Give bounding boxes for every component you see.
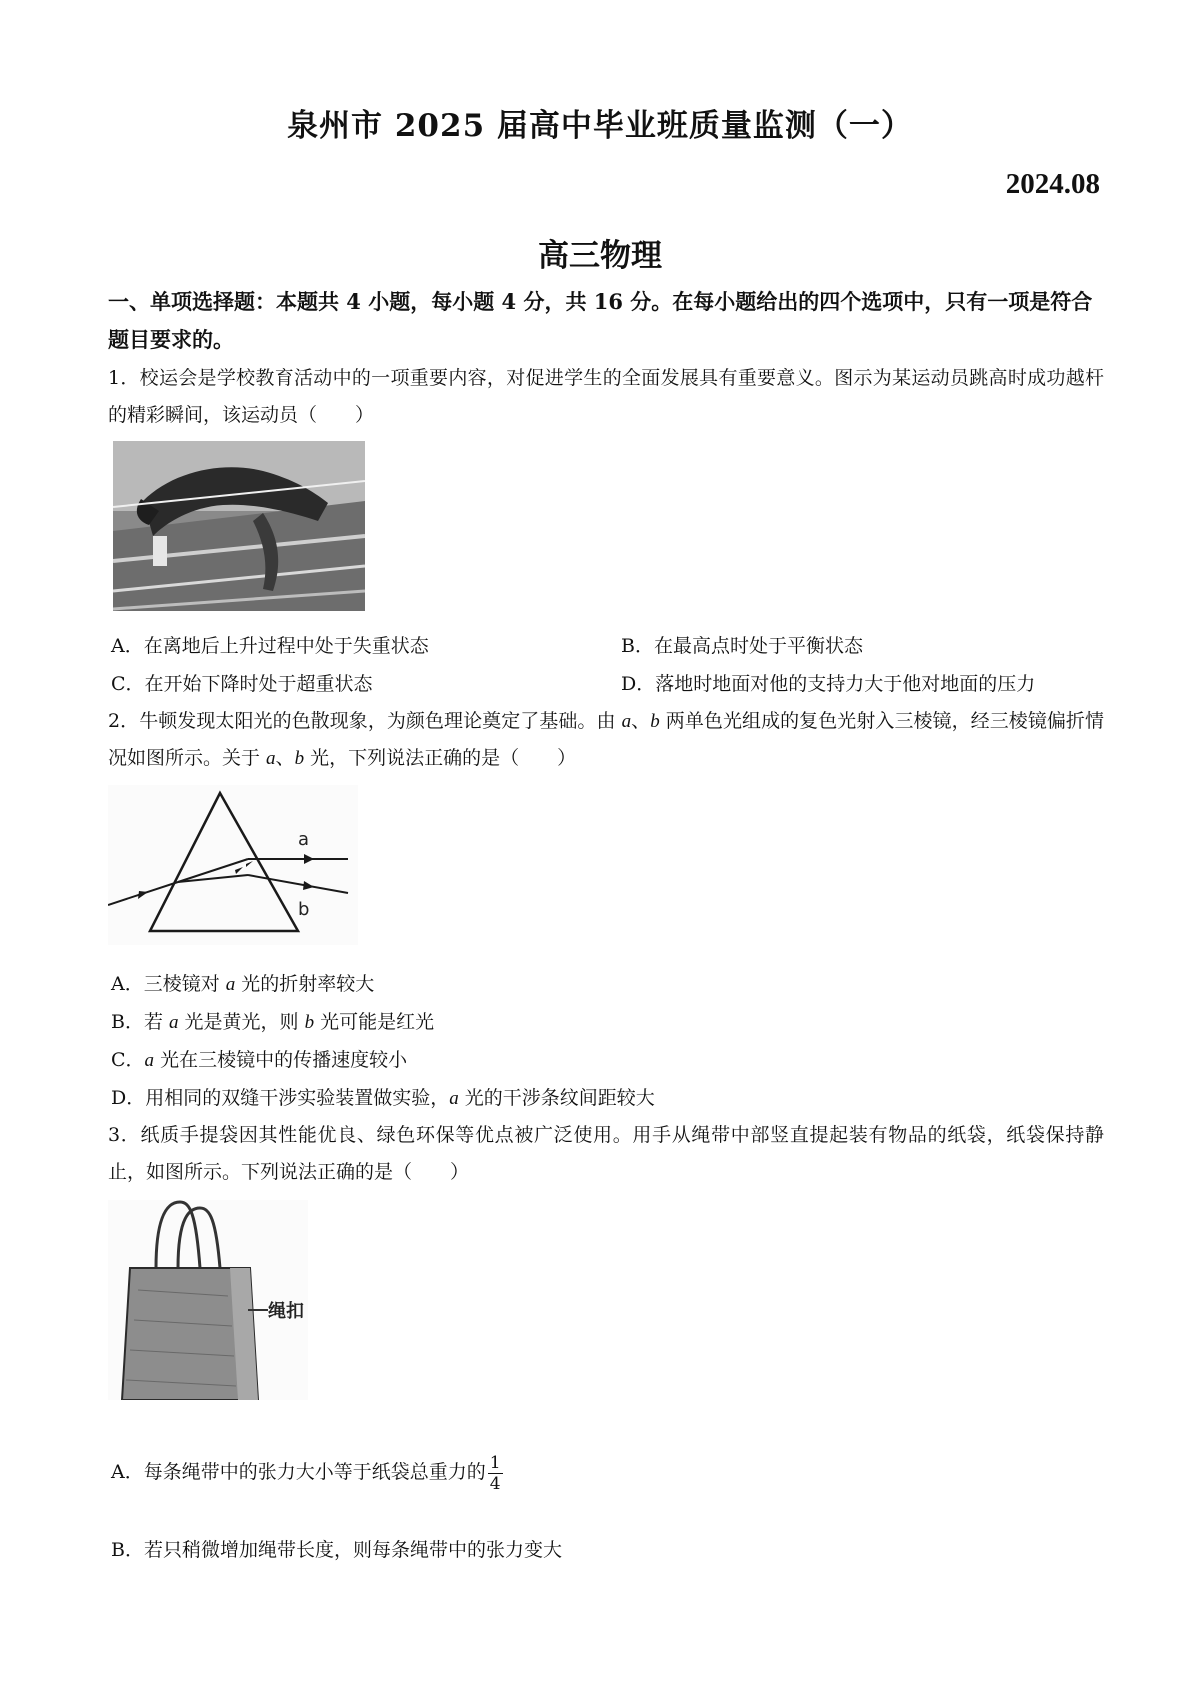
exam-date: 2024.08 [1005,168,1100,200]
q1-option-c: C．在开始下降时处于超重状态 [111,673,373,695]
q3-option-a: A．每条绳带中的张力大小等于纸袋总重力的 $\frac{1}{4}$ [111,1452,501,1494]
high-jump-photo [113,441,365,611]
question-2-stem: 2．牛顿发现太阳光的色散现象，为颜色理论奠定了基础。由 a、b 两单色光组成的复色光射入三棱镜，经三棱镜偏折情况如图所示。关于 a、b 光，下列说法正确的是（ ） [108,710,1104,769]
paper-bag-figure [108,1200,308,1400]
section-heading: 一、单项选择题：本题共 4 小题，每小题 4 分，共 16 分。在每小题给出的四个选项中，只有一项是符合题目要求的。 [108,289,1093,352]
q2-option-c: C．a 光在三棱镜中的传播速度较小 [111,1049,408,1071]
q1-option-d: D．落地时地面对他的支持力大于他对地面的压力 [621,673,1036,695]
q1-option-a: A．在离地后上升过程中处于失重状态 [111,635,429,657]
question-1-stem: 1．校运会是学校教育活动中的一项重要内容，对促进学生的全面发展具有重要意义。图示为某运动员跳高时成功越杆的精彩瞬间，该运动员（ ） [108,367,1104,426]
exam-subject: 高三物理 [538,238,662,274]
question-3-stem: 3．纸质手提袋因其性能优良、绿色环保等优点被广泛使用。用手从绳带中部竖直提起装有物品的纸袋，纸袋保持静止，如图所示。下列说法正确的是（ ） [108,1124,1104,1183]
q2-option-a: A．三棱镜对 a 光的折射率较大 [111,973,375,995]
exam-title: 泉州市 2025 届高中毕业班质量监测（一） [287,108,913,144]
fraction-one-quarter: $\frac{1}{4}$ [489,1452,501,1494]
prism-label-b: b [298,899,310,920]
prism-diagram [108,785,358,945]
q3-option-b: B．若只稍微增加绳带长度，则每条绳带中的张力变大 [111,1539,562,1561]
q1-option-b: B．在最高点时处于平衡状态 [621,635,863,657]
bag-knot-label: 绳扣 [268,1301,304,1322]
q2-option-d: D．用相同的双缝干涉实验装置做实验，a 光的干涉条纹间距较大 [111,1087,655,1109]
prism-label-a: a [298,829,310,850]
q2-option-b: B．若 a 光是黄光，则 b 光可能是红光 [111,1011,435,1033]
